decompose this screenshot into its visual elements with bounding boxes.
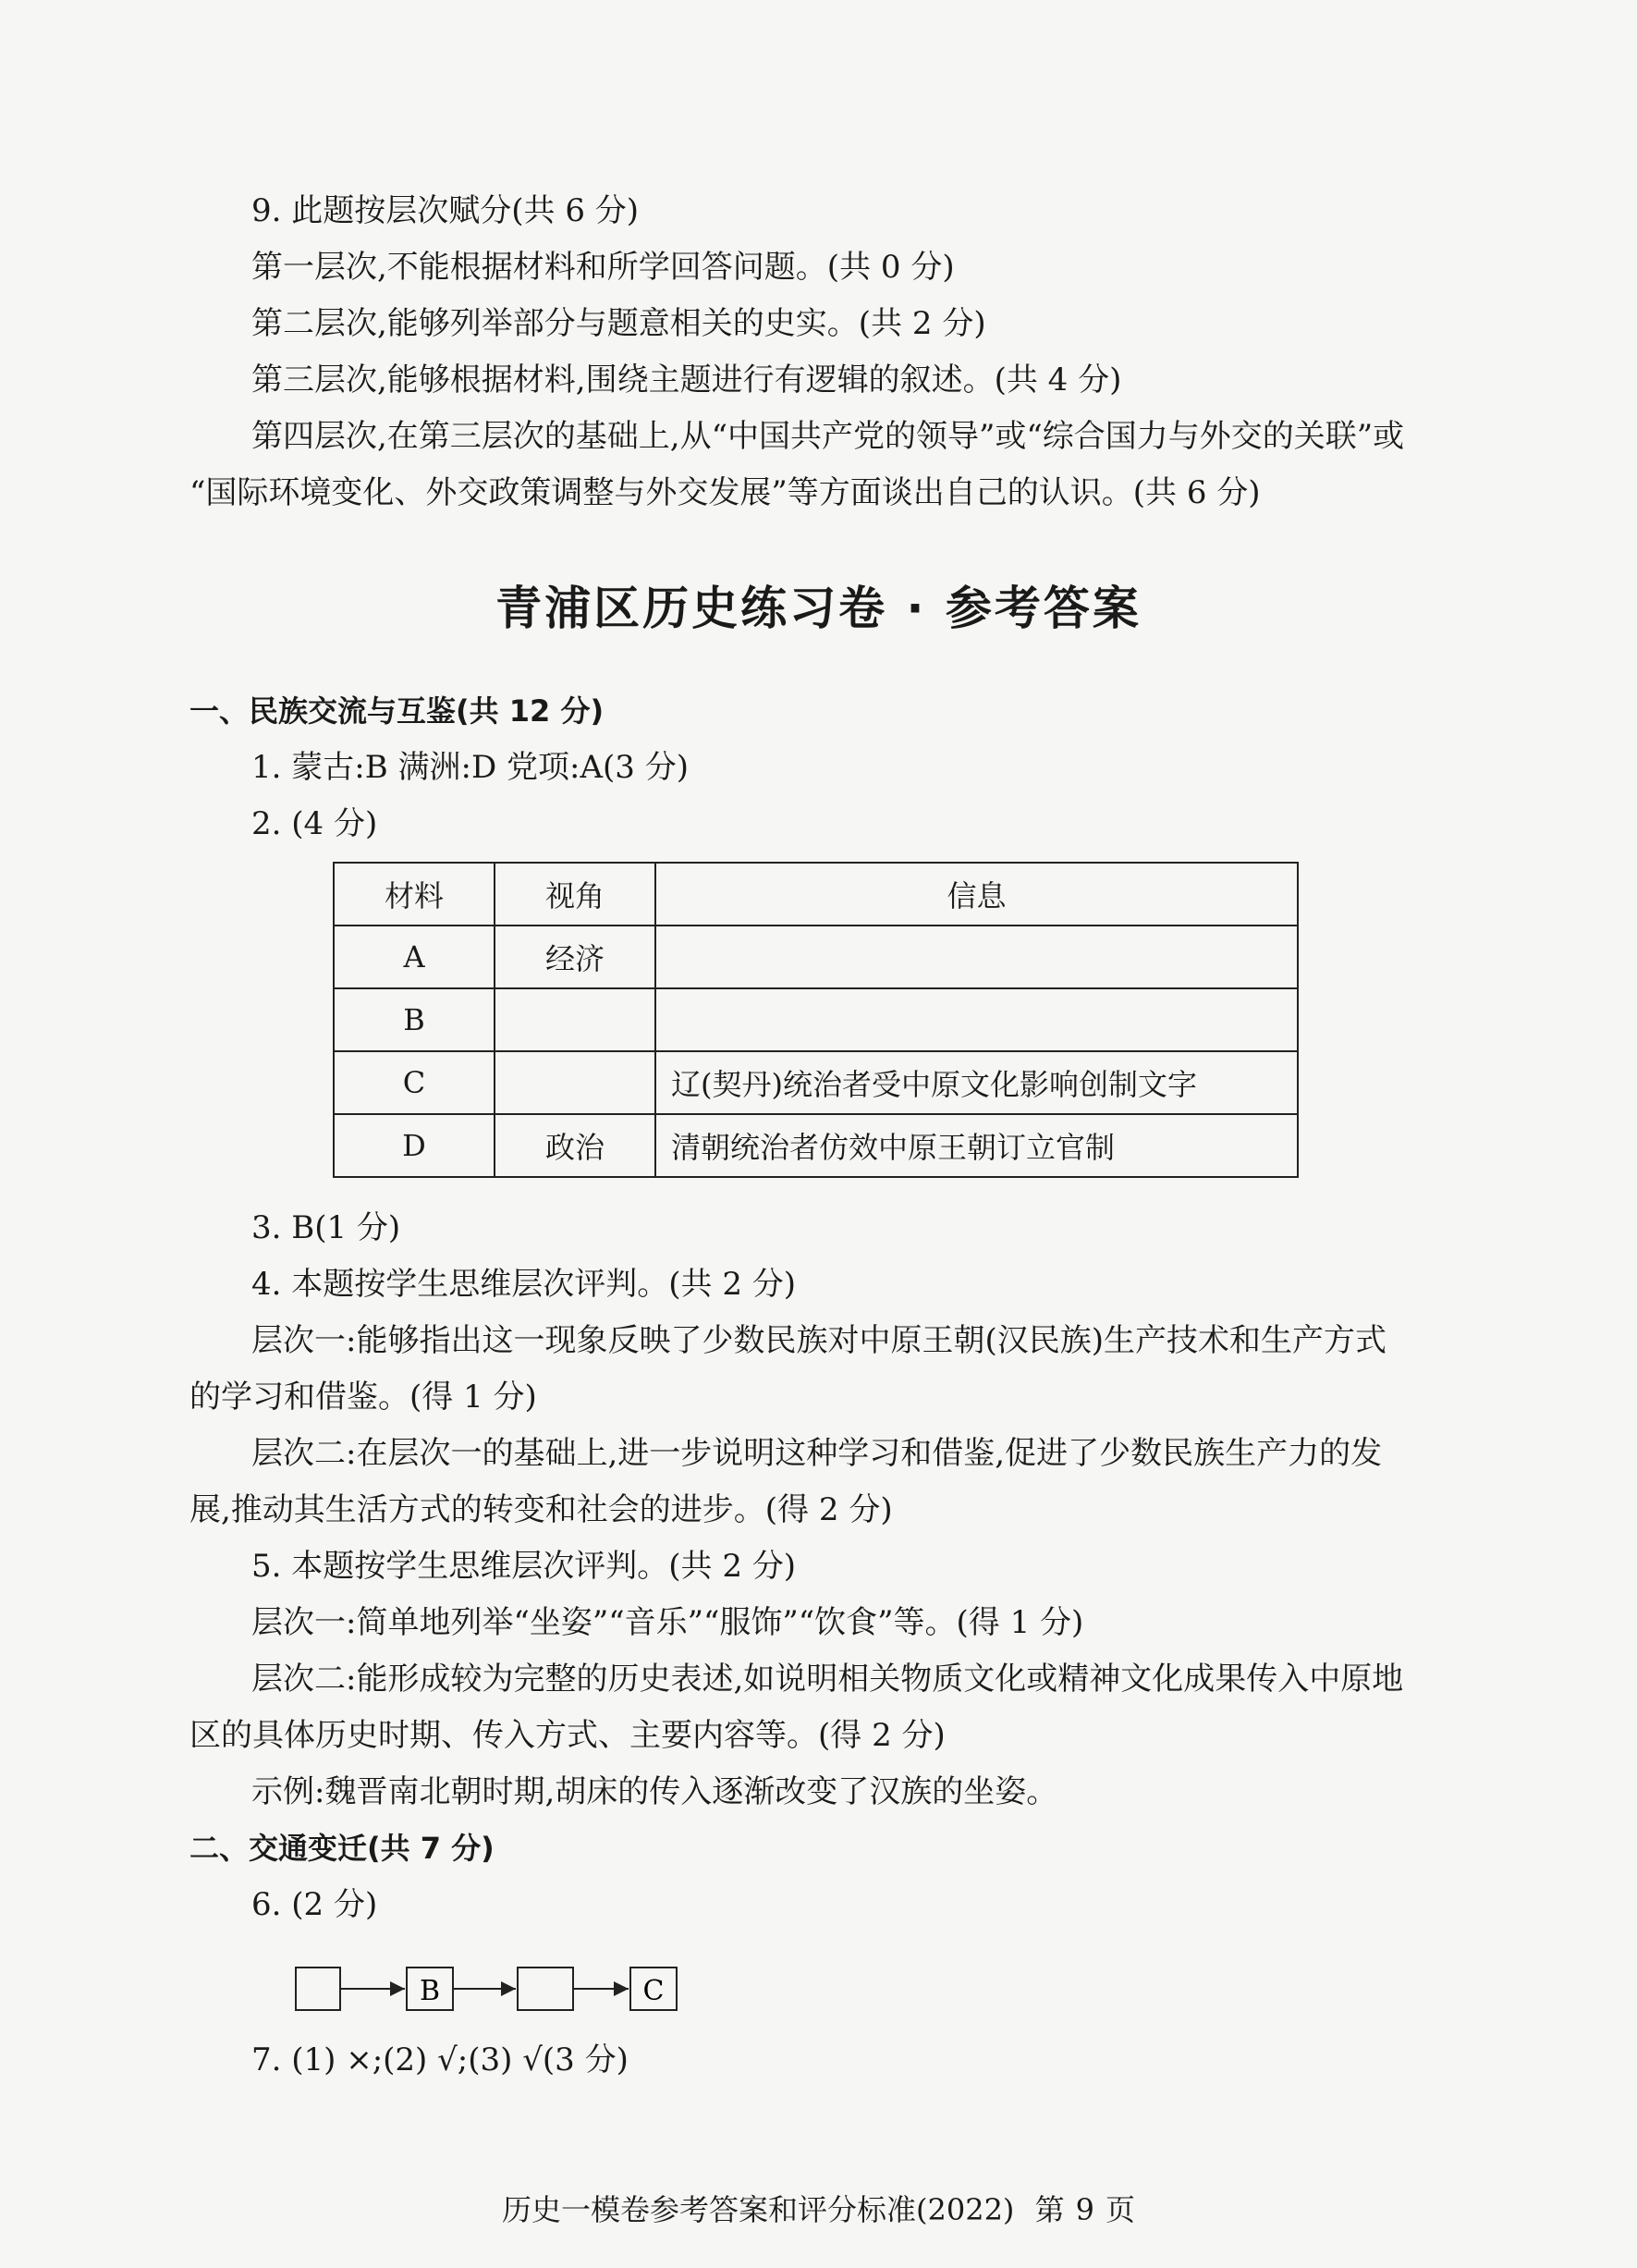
q5-heading: 5. 本题按学生思维层次评判。(共 2 分) bbox=[251, 1548, 797, 1585]
transport-flow-diagram bbox=[294, 1958, 682, 2014]
q5-level-2-part-1: 层次二:能形成较为完整的历史表述,如说明相关物质文化或精神文化成果传入中原地 bbox=[251, 1661, 1404, 1698]
q5-level-1: 层次一:简单地列举“坐姿”“音乐”“服饰”“饮食”等。(得 1 分) bbox=[251, 1604, 1084, 1641]
footer-text: 历史一模卷参考答案和评分标准(2022) bbox=[502, 2192, 1015, 2227]
q4-level-1-part-2: 的学习和借鉴。(得 1 分) bbox=[189, 1379, 537, 1416]
flow-label-b: B bbox=[419, 1975, 441, 2007]
page-title: 青浦区历史练习卷 · 参考答案 bbox=[495, 582, 1142, 635]
table-cell-material: C bbox=[334, 1051, 495, 1114]
q3-answer: 3. B(1 分) bbox=[251, 1209, 401, 1246]
footer-page-suffix: 页 bbox=[1105, 2192, 1135, 2227]
table-header-info: 信息 bbox=[655, 863, 1298, 926]
q9-level-1: 第一层次,不能根据材料和所学回答问题。(共 0 分) bbox=[251, 249, 955, 286]
table-cell-material: A bbox=[334, 926, 495, 988]
table-cell-info: 辽(契丹)统治者受中原文化影响创制文字 bbox=[655, 1051, 1298, 1114]
q5-level-2-part-2: 区的具体历史时期、传入方式、主要内容等。(得 2 分) bbox=[189, 1717, 946, 1754]
section-1-heading: 一、民族交流与互鉴(共 12 分) bbox=[189, 693, 605, 729]
section-2-heading: 二、交通变迁(共 7 分) bbox=[189, 1831, 495, 1866]
flow-box-3 bbox=[518, 1968, 573, 2010]
q4-level-1-part-1: 层次一:能够指出这一现象反映了少数民族对中原王朝(汉民族)生产技术和生产方式 bbox=[251, 1322, 1387, 1359]
answer-table bbox=[333, 862, 1299, 1178]
table-cell-info: 清朝统治者仿效中原王朝订立官制 bbox=[655, 1114, 1298, 1177]
page-footer bbox=[0, 2187, 1637, 2229]
q7-answer: 7. (1) ×;(2) √;(3) √(3 分) bbox=[251, 2041, 629, 2078]
flow-label-c: C bbox=[642, 1975, 665, 2007]
table-header-view: 视角 bbox=[495, 863, 655, 926]
table-cell-material: B bbox=[334, 988, 495, 1051]
q9-heading: 9. 此题按层次赋分(共 6 分) bbox=[251, 192, 640, 229]
q9-level-3: 第三层次,能够根据材料,围绕主题进行有逻辑的叙述。(共 4 分) bbox=[251, 362, 1122, 398]
table-row bbox=[334, 1051, 1298, 1114]
table-row bbox=[334, 988, 1298, 1051]
footer-page-prefix: 第 bbox=[1034, 2192, 1065, 2227]
footer-page-number: 9 bbox=[1075, 2192, 1094, 2227]
table-cell-view bbox=[495, 988, 655, 1051]
table-cell-material: D bbox=[334, 1114, 495, 1177]
q9-level-4-part-2: “国际环境变化、外交政策调整与外交发展”等方面谈出自己的认识。(共 6 分) bbox=[189, 474, 1261, 511]
table-cell-view bbox=[495, 1051, 655, 1114]
q5-example: 示例:魏晋南北朝时期,胡床的传入逐渐改变了汉族的坐姿。 bbox=[251, 1773, 1058, 1810]
q4-level-2-part-1: 层次二:在层次一的基础上,进一步说明这种学习和借鉴,促进了少数民族生产力的发 bbox=[251, 1435, 1383, 1472]
q6-heading: 6. (2 分) bbox=[251, 1886, 378, 1923]
table-cell-info bbox=[655, 926, 1298, 988]
flow-box-1 bbox=[296, 1968, 340, 2010]
table-cell-view: 经济 bbox=[495, 926, 655, 988]
q9-level-2: 第二层次,能够列举部分与题意相关的史实。(共 2 分) bbox=[251, 305, 986, 342]
q9-level-4-part-1: 第四层次,在第三层次的基础上,从“中国共产党的领导”或“综合国力与外交的关联”或 bbox=[251, 418, 1405, 455]
table-header-row bbox=[334, 863, 1298, 926]
table-row bbox=[334, 1114, 1298, 1177]
q4-level-2-part-2: 展,推动其生活方式的转变和社会的进步。(得 2 分) bbox=[189, 1491, 893, 1528]
q1-answer: 1. 蒙古:B 满洲:D 党项:A(3 分) bbox=[251, 749, 689, 786]
table-cell-info bbox=[655, 988, 1298, 1051]
table-header-material: 材料 bbox=[334, 863, 495, 926]
q2-heading: 2. (4 分) bbox=[251, 805, 378, 842]
q4-heading: 4. 本题按学生思维层次评判。(共 2 分) bbox=[251, 1266, 797, 1303]
table-cell-view: 政治 bbox=[495, 1114, 655, 1177]
table-row bbox=[334, 926, 1298, 988]
